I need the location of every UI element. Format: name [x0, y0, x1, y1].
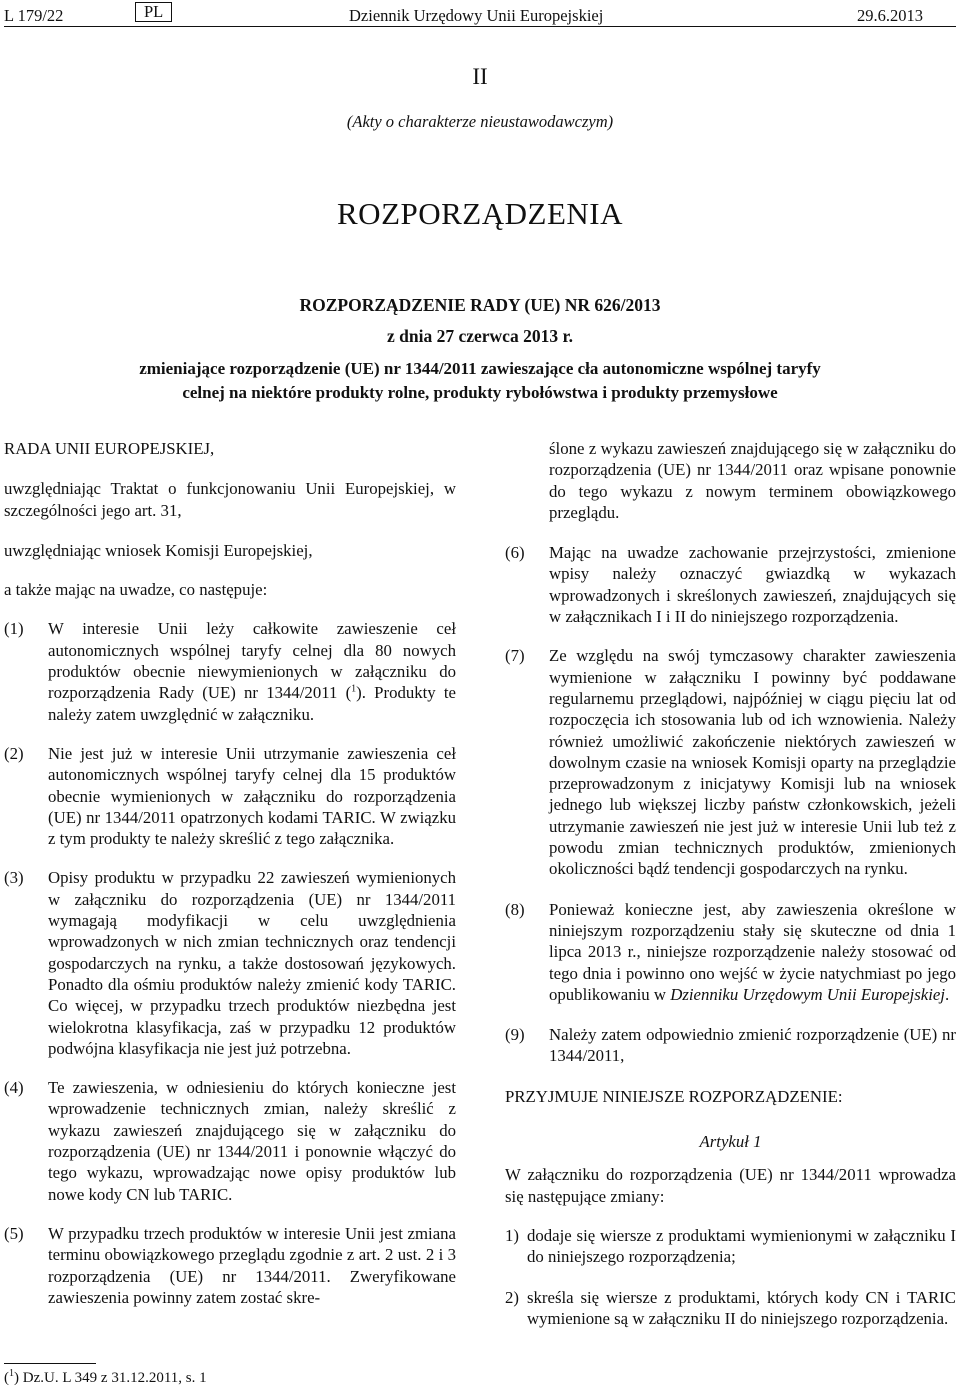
item-number: 2) [505, 1287, 519, 1307]
item-text: dodaje się wiersze z produktami wymienionymi w załączniku I do niniejszego rozporządzenia; [527, 1225, 956, 1267]
recital-9 [505, 1024, 956, 1067]
adoption-formula: PRZYJMUJE NINIEJSZE ROZPORZĄDZENIE: [505, 1086, 843, 1106]
recital-text-cont: ). Produkty te należy zatem uwzględnić w załączniku. [48, 683, 456, 724]
regulation-subject [0, 357, 960, 405]
recital-text: Opisy produktu w przypadku 22 zawieszeń wymienionych w załączniku do rozporządzenia (UE) nr 1344/2011 wymagają modyfikacji w celu uwzględnienia wprowadzonych w nich zmian technicznych oraz tendencji gospodarczych na rynku, a także dostosowań językowych. Ponadto dla ośmiu produktów należy zmienić kody TARIC. Co więcej, w przypadku trzech produktów niezbędna jest wielokrotna klasyfikacja, zaś w przypadku 12 produktów podwójna klasyfikacja nie jest już potrzebna. [48, 868, 456, 1058]
recital-number: (2) [4, 743, 24, 763]
recital-6 [505, 542, 956, 627]
language-code-box: PL [135, 2, 172, 22]
page-reference: L 179/22 [4, 6, 64, 25]
regulation-subject-line1: zmieniające rozporządzenie (UE) nr 1344/2011 zawieszające cła autonomiczne wspólnej taryfy [139, 359, 821, 378]
recital-text-end: . [945, 984, 950, 1004]
recital-3 [4, 867, 456, 1059]
recital-5-continued [505, 438, 956, 523]
part-number: II [472, 64, 488, 89]
recital-text: Mając na uwadze zachowanie przejrzystości, zmienione wpisy należy oznaczyć gwiazdką w wykazach wprowadzonych i skreślonych zawieszeń, znajdujących się w załącznikach I i II do niniejszego rozporządzenia. [549, 543, 956, 627]
section-title: ROZPORZĄDZENIA [337, 196, 623, 231]
council-name: RADA UNII EUROPEJSKIEJ, [4, 439, 215, 458]
citation-treaty: uwzględniając Traktat o funkcjonowaniu Unii Europejskiej, w szczególności jego art. 31, [4, 479, 456, 520]
recital-text: Ponieważ konieczne jest, aby zawieszenia określone w niniejszym rozporządzeniu stały się skuteczne od dnia 1 lipca 2013 r., niniejsze rozporządzenie należy stosować od tego dnia i powinno ono wejść w życie natychmiast po jego opublikowaniu w [549, 899, 956, 1004]
article-intro: W załączniku do rozporządzenia (UE) nr 1344/2011 wprowadza się następujące zmiany: [505, 1165, 956, 1206]
right-column [505, 438, 956, 1329]
acts-note: (Akty o charakterze nieustawodawczym) [346, 112, 614, 131]
journal-title-italic: Dzienniku Urzędowym Unii Europejskiej [670, 984, 946, 1004]
recital-text: ślone z wykazu zawieszeń znajdującego się w załączniku do rozporządzenia (UE) nr 1344/2011 oraz wpisane ponownie do tego wykazu z nowym terminem obowiązkowego przeglądu. [549, 439, 956, 522]
recital-8 [505, 899, 956, 1005]
recital-text: Ze względu na swój tymczasowy charakter zawieszenia wymienione w załączniku I powinny być poddawane regularnemu przeglądowi, najpóźniej w ciągu pięciu lat od rozpoczęcia ich stosowania lub od ich wznowienia. Należy również umożliwić zakończenie niektórych zawieszeń w dowolnym czasie na wniosek Komisji oparty na przeglądzie przeprowadzonym z inicjatywy Komisji lub na wniosek jednego lub większej liczby państw członkowskich, jeżeli utrzymanie zawieszeń nie jest już w interesie Unii lub też z powodu zmian technicznych produktów, zmienionych okoliczności bądź tendencji gospodarczych na rynku. [549, 646, 956, 879]
footnote-number: 1 [9, 1368, 14, 1379]
recital-5 [4, 1223, 456, 1308]
recital-2 [4, 743, 456, 849]
recital-text: Te zawieszenia, w odniesieniu do których konieczne jest wprowadzenie technicznych zmian, należy skreślić z wykazu zawieszeń znajdującego się w załączniku do rozporządzenia (UE) nr 1344/2011 i ponownie włączyć do tego wykazu, wprowadzając nowe opisy produktów lub nowe kody CN lub TARIC. [48, 1078, 456, 1204]
recital-text: Należy zatem odpowiednio zmienić rozporządzenie (UE) nr 1344/2011, [549, 1025, 956, 1066]
regulation-subject-line2: celnej na niektóre produkty rolne, produkty rybołówstwa i produkty przemysłowe [182, 383, 778, 402]
regulation-title: ROZPORZĄDZENIE RADY (UE) NR 626/2013 [299, 295, 661, 315]
citation-proposal: uwzględniając wniosek Komisji Europejskiej, [4, 540, 313, 560]
recital-number: (1) [4, 619, 24, 639]
whereas-intro: a także mając na uwadze, co następuje: [4, 580, 268, 600]
recital-text: W interesie Unii leży całkowite zawieszenie ceł autonomicznych wspólnej taryfy celnej dla 80 nowych produktów obecnie niewymienionych w załączniku do rozporządzenia Rady (UE) nr 1344/2011 ( [48, 619, 456, 703]
amendment-item-1 [505, 1225, 956, 1268]
recital-number: (5) [4, 1223, 24, 1243]
page-header [4, 2, 956, 28]
recital-7 [505, 645, 956, 879]
recital-number: (6) [505, 543, 525, 563]
footnote-ref: 1 [351, 683, 357, 695]
recital-number: (9) [505, 1025, 525, 1045]
recital-number: (7) [505, 646, 525, 666]
recital-number: (8) [505, 899, 525, 919]
recital-text: Nie jest już w interesie Unii utrzymanie zawieszenia ceł autonomicznych wspólnej taryfy celnej dla 15 produktów obecnie wymienionych w załączniku do rozporządzenia (UE) nr 1344/2011 opatrzonych kodami TARIC. W związku z tym produkty te należy skreślić z tego załącznika. [48, 743, 456, 849]
publication-date: 29.6.2013 [857, 6, 923, 25]
footnote-rule [4, 1363, 96, 1364]
recital-1 [4, 618, 456, 724]
recital-number: (4) [4, 1078, 24, 1098]
article-title: Artykuł 1 [699, 1132, 762, 1152]
amendment-item-2 [505, 1287, 956, 1330]
header-rule [4, 26, 956, 27]
recital-4 [4, 1077, 456, 1205]
journal-name: Dziennik Urzędowy Unii Europejskiej [349, 6, 604, 25]
item-text: skreśla się wiersze z produktami, których kody CN i TARIC wymienione są w załączniku II do niniejszego rozporządzenia. [527, 1287, 956, 1328]
item-number: 1) [505, 1225, 519, 1245]
regulation-date: z dnia 27 czerwca 2013 r. [387, 326, 573, 346]
recital-text: W przypadku trzech produktów w interesie Unii jest zmiana terminu obowiązkowego przeglądu zgodnie z art. 2 ust. 2 i 3 rozporządzenia (UE) nr 1344/2011. Zweryfikowane zawieszenia powinny zatem zostać skre- [48, 1223, 456, 1307]
footnote: ($^1$) Dz.U. L 349 z 31.12.2011, s. 1 [4, 1368, 207, 1386]
left-column [4, 438, 456, 1308]
recital-number: (3) [4, 868, 24, 888]
footnote-text: Dz.U. L 349 z 31.12.2011, s. 1 [22, 1370, 207, 1386]
